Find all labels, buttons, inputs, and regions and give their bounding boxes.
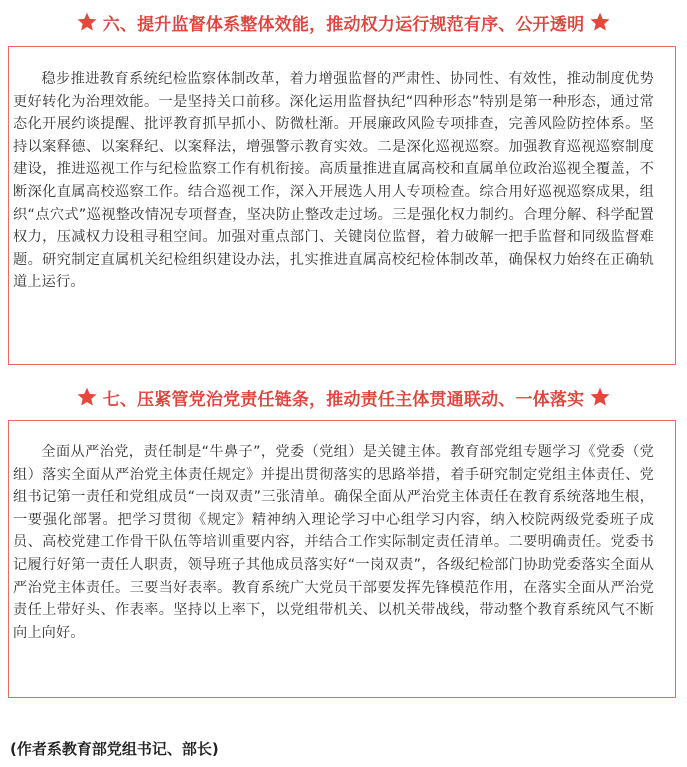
section-7-body: 全面从严治党，责任制是“牛鼻子”，党委（党组）是关键主体。教育部党组专题学习《党委（党组）落实全面从严治党主体责任规定》并提出贯彻落实的思路举措，着手研究制定党组主体责任、党组书记第一责任和党组成员“一岗双责”三张清单。确保全面从严治党主体责任在教育系统落地生根，一要强化部署。把学习贯彻《规定》精神纳入理论学习中心组学习内容，纳入校院两级党委班子成员、高校党建工作骨干队伍等培训重要内容，并结合工作实际制定责任清单。二要明确责任。党委书记履行好第一责任人职责，领导班子其他成员落实好“一岗双责”，各级纪检部门协助党委落实全面从严治党主体责任。三要当好表率。教育系统广大党员干部要发挥先锋模范作用，在落实全面从严治党责任上带好头、作表率。坚持以上率下，以党组带机关、以机关带战线，带动整个教育系统风气不断向上向好。: [13, 444, 654, 641]
author-note: (作者系教育部党组书记、部长): [10, 740, 219, 758]
star-icon: [589, 386, 611, 408]
section-6-body: 稳步推进教育系统纪检监察体制改革，着力增强监督的严肃性、协同性、有效性，推动制度优势更好转化为治理效能。一是坚持关口前移。深化运用监督执纪“四种形态”特别是第一种形态，通过常态化开展约谈提醒、批评教育抓早抓小、防微杜渐。开展廉政风险专项排查，完善风险防控体系。坚持以案释德、以案释纪、以案释法，增强警示教育实效。二是深化巡视巡察。加强教育巡视巡察制度建设，推进巡视工作与纪检监察工作有机衔接。高质量推进直属高校和直属单位政治巡视全覆盖，不断深化直属高校巡察工作。结合巡视工作，深入开展选人用人专项检查。综合用好巡视巡察成果，组织“点穴式”巡视整改情况专项督查，坚决防止整改走过场。三是强化权力制约。合理分解、科学配置权力，压减权力设租寻租空间。加强对重点部门、关键岗位监督，着力破解一把手监督和同级监督难题。研究制定直属机关纪检组织建设办法，扎实推进直属高校纪检体制改革，确保权力始终在正确轨道上运行。: [13, 71, 654, 291]
star-icon: [76, 386, 98, 408]
section-7-header: [0, 384, 687, 410]
section-6-header: [0, 9, 687, 35]
star-icon: [589, 11, 611, 33]
star-icon: [76, 11, 98, 33]
section-6-title: 六、提升监督体系整体效能，推动权力运行规范有序、公开透明: [102, 14, 585, 35]
section-7-title: 七、压紧管党治党责任链条，推动责任主体贯通联动、一体落实: [102, 389, 585, 410]
